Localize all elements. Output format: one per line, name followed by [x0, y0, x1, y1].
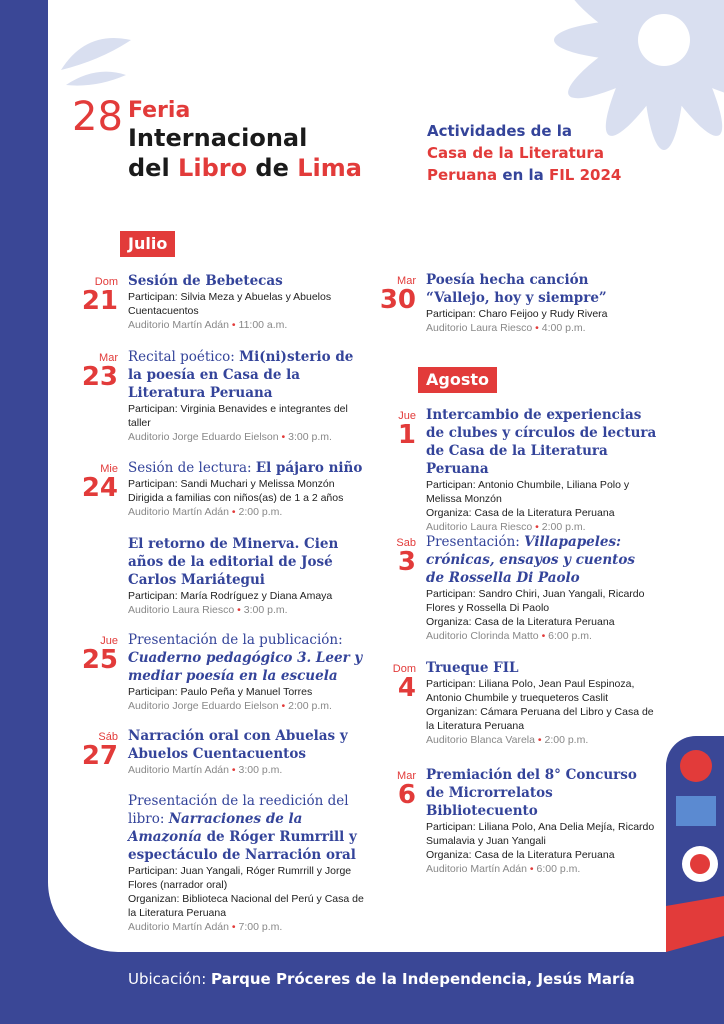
- month-label-july: Julio: [120, 231, 175, 257]
- title-line-2: Internacional: [128, 124, 308, 152]
- location-footer: Ubicación: Parque Próceres de la Independencia, Jesús María: [128, 970, 635, 988]
- title-line-1: Feria: [128, 98, 191, 123]
- edition-number: 28: [72, 94, 123, 140]
- folk-art-decoration: [666, 736, 724, 952]
- title-line-3: del Libro de Lima: [128, 154, 362, 182]
- content-card: 28 Feria Internacional del Libro de Lima Actividades de la Casa de la Literatura Peruana en la FIL 2024 Julio Agosto Dom 21 Sesión de Bebetecas Participan: Silvia Meza y Abuelas y Abuelos Cuentacuentos Auditorio Martín Adán • 11:00 a.m. Mar 23 Recital poético: Mi(ni)sterio de la poesía en Casa de la Literatura Peruana Participan: Virginia Benavides e integrantes del taller Auditorio Jorge Eduardo Eielson • 3:00 p.m. Mie 24 Sesión de lectura: El pájaro niño Participan: Sandi Muchari y Melissa Monzón Dirigida a familias con niños(as) de 1 a 2 años Auditorio Martín Adán • 2:00 p.m. El retorno de Minerva. Cien años de la editorial de José Carlos Mariátegui Participan: María Rodríguez y Diana Amaya Auditorio Laura Riesco • 3:00 p.m. Jue 25 Presentación de la publicación: Cuaderno pedagógico 3. Leer y mediar poesía en la escuela Participan: Paulo Peña y Manuel Torres Auditorio Jorge Eduardo Eielson • 2:00 p.m. Sáb 27 Narración oral con Abuelas y Abuelos Cuentacuentos Auditorio Martín Adán • 3:00 p.m. Presentación de la reedición del libro: Narraciones de la Amazonía de Róger Rumrrill y espectáculo de Narración oral Participan: Juan Yangali, Róger Rumrrill y Jorge Flores (narrador oral) Organizan: Biblioteca Nacional del Perú y Casa de la Literatura Peruana Auditorio Martín Adán • 7:00 p.m. Mar 30 Poesía hecha canción “Vallejo, hoy y siempre” Participan: Charo Feijoo y Rudy Rivera Auditorio Laura Riesco • 4:00 p.m. Jue 1 Intercambio de experiencias de clubes y círculos de lectura de Casa de la Literatura Peruana Participan: Antonio Chumbile, Liliana Polo y Melissa Monzón Organiza: Casa de la Literatura Peruana Auditorio Laura Riesco • 2:00 p.m. Sab 3 Presentación: Villapapeles: crónicas, ensayos y cuentos de Rossella Di Paolo Participan: Sandro Chiri, Juan Yangali, Ricardo Flores y Rossella Di Paolo Organiza: Casa de la Literatura Peruana Auditorio Clorinda Matto • 6:00 p.m. Dom 4 Trueque FIL Participan: Liliana Polo, Jean Paul Espinoza, Antonio Chumbile y truequeteros Caslit Organizan: Cámara Peruana del Libro y Casa de la Literatura Peruana Auditorio Blanca Varela • 2:00 p.m. Mar 6 Premiación del 8° Concurso de Microrrelatos Bibliotecuento Participan: Liliana Polo, Ana Delia Mejía, Ricardo Sumalavia y Juan Yangali Organiza: Casa de la Literatura Peruana Auditorio Martín Adán • 6:00 p.m.: [48, 0, 724, 952]
- subtitle: Actividades de la Casa de la Literatura Peruana en la FIL 2024: [427, 122, 622, 184]
- month-label-august: Agosto: [418, 367, 497, 393]
- leaf-decoration: [56, 30, 136, 90]
